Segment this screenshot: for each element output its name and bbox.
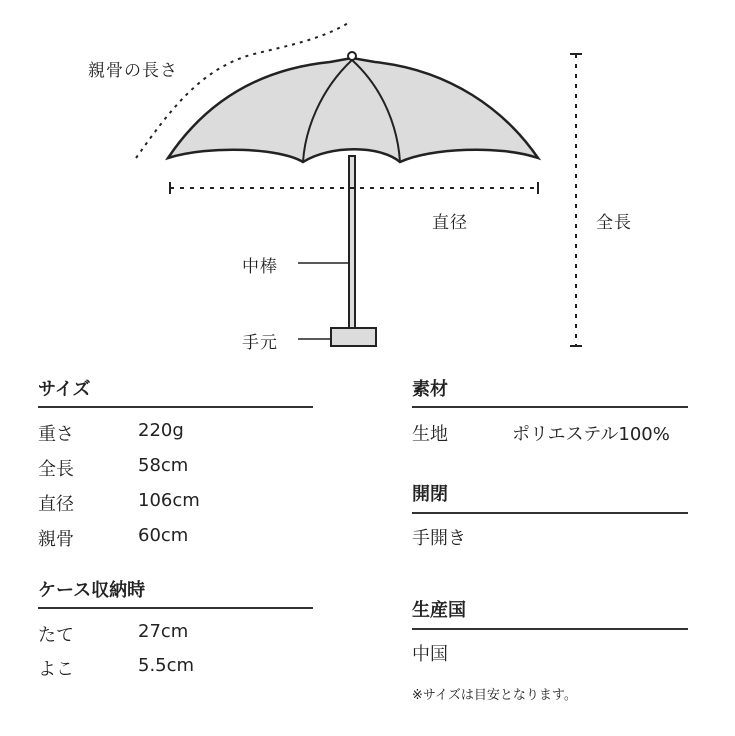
- size-row-label: 全長: [38, 459, 74, 480]
- opening-divider: [412, 512, 688, 514]
- case-divider: [38, 607, 313, 609]
- umbrella-diagram: [0, 0, 735, 360]
- origin-value: 中国: [412, 644, 448, 665]
- case-row-value: 27cm: [138, 621, 189, 642]
- diameter-label: 直径: [432, 213, 468, 233]
- material-divider: [412, 406, 688, 408]
- size-row-total-length: [38, 455, 189, 481]
- umbrella-canopy: [168, 58, 538, 162]
- case-row-label: よこ: [38, 659, 74, 680]
- material-section-title: 素材: [412, 379, 448, 400]
- total-length-label: 全長: [596, 213, 632, 233]
- size-row-weight: [38, 420, 184, 446]
- shaft-label: 中棒: [242, 257, 278, 277]
- umbrella-handle: [331, 328, 376, 346]
- size-row-label: 直径: [38, 494, 74, 515]
- umbrella-tip: [348, 52, 356, 60]
- origin-section-title: 生産国: [412, 600, 466, 621]
- opening-section-title: 開閉: [412, 484, 448, 505]
- opening-value: 手開き: [412, 528, 466, 549]
- origin-divider: [412, 628, 688, 630]
- size-divider: [38, 406, 313, 408]
- material-label: 生地: [412, 424, 448, 445]
- case-row-value: 5.5cm: [138, 655, 195, 676]
- material-value: ポリエステル100%: [512, 424, 670, 445]
- size-row-value: 60cm: [138, 525, 189, 546]
- handle-label: 手元: [242, 333, 278, 353]
- case-row-width: [38, 655, 195, 681]
- rib-length-label: 親骨の長さ: [88, 61, 178, 81]
- case-row-label: たて: [38, 625, 74, 646]
- size-row-label: 重さ: [38, 424, 74, 445]
- size-row-value: 220g: [138, 420, 184, 441]
- size-row-value: 106cm: [138, 490, 200, 511]
- size-disclaimer-note: ※サイズは目安となります。: [412, 688, 577, 703]
- size-row-label: 親骨: [38, 529, 74, 550]
- case-section-title: ケース収納時: [38, 580, 146, 601]
- case-row-height: [38, 621, 189, 647]
- material-row: [412, 420, 670, 446]
- umbrella-shaft: [349, 156, 355, 328]
- size-row-rib: [38, 525, 189, 551]
- size-section-title: サイズ: [38, 379, 91, 400]
- size-row-value: 58cm: [138, 455, 189, 476]
- size-row-diameter: [38, 490, 200, 516]
